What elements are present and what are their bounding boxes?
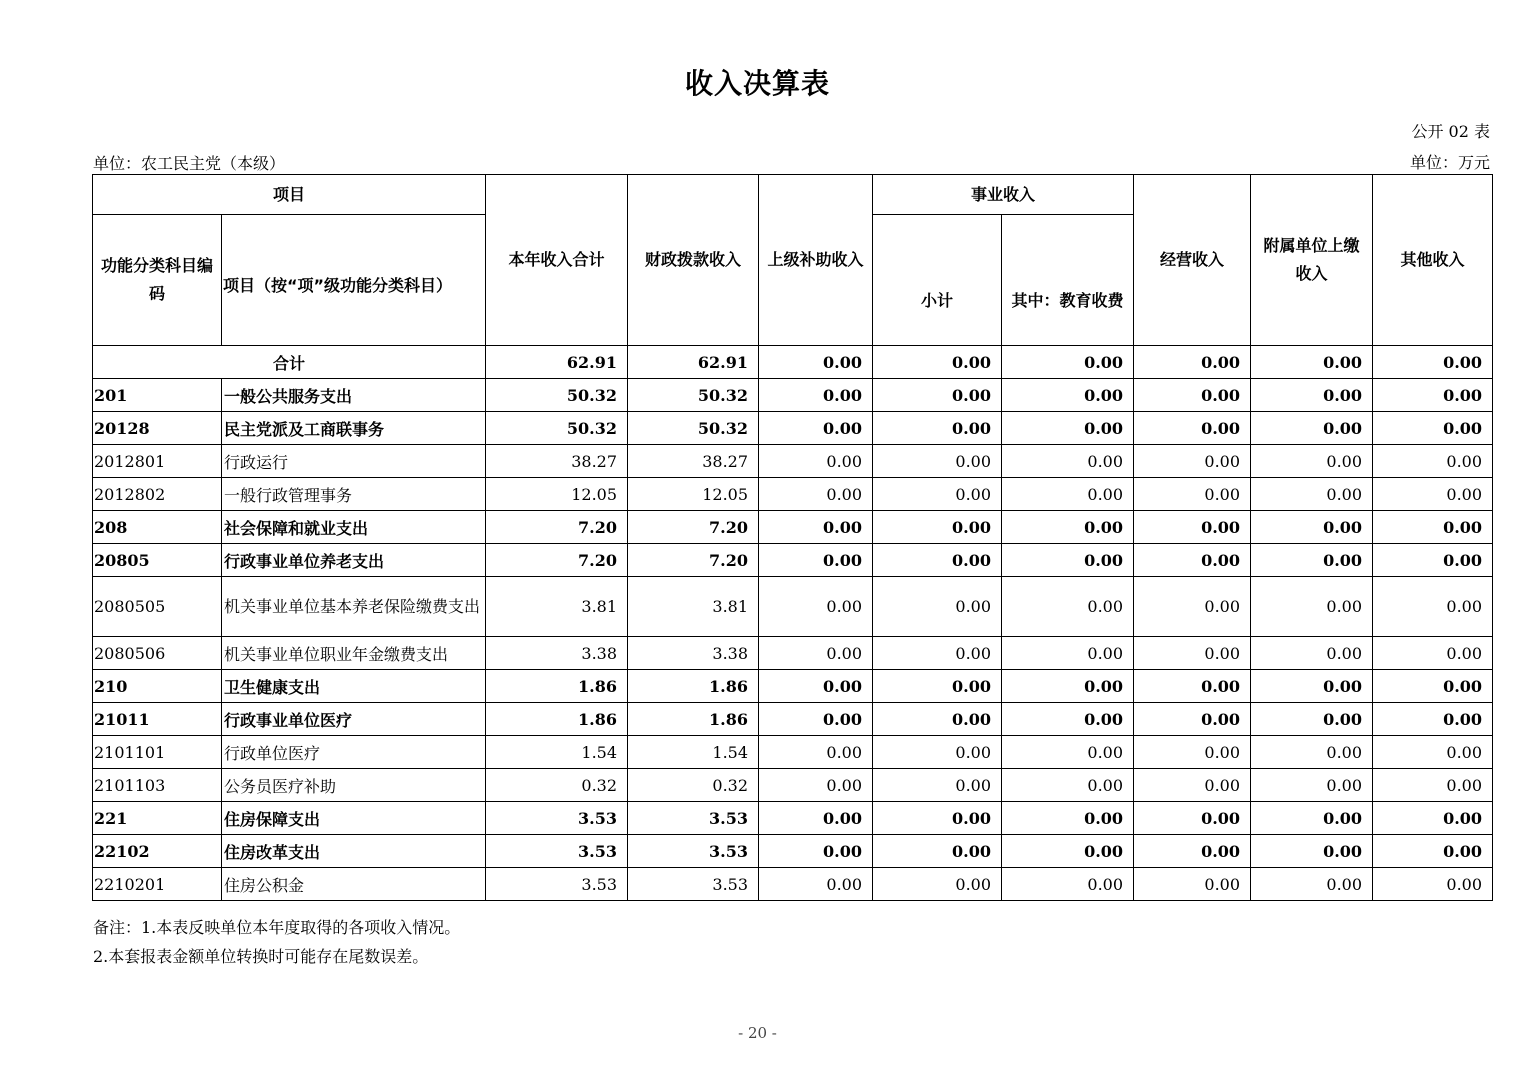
- row-code: 2080506: [93, 637, 222, 670]
- row-value: 50.32: [486, 379, 628, 412]
- table-row: [93, 577, 1493, 637]
- row-value: 0.00: [1134, 445, 1251, 478]
- row-value: 0.00: [1251, 412, 1373, 445]
- row-value: 0.00: [759, 703, 873, 736]
- row-value: 0.00: [873, 637, 1002, 670]
- row-value: 0.00: [1251, 703, 1373, 736]
- header-education: 其中：教育收费: [1002, 215, 1134, 346]
- table-row: [93, 868, 1493, 901]
- row-value: 1.86: [486, 670, 628, 703]
- row-value: 0.00: [1373, 478, 1493, 511]
- table-row: [93, 670, 1493, 703]
- row-value: 0.32: [486, 769, 628, 802]
- row-name: 住房公积金: [222, 868, 486, 901]
- table-row: [93, 769, 1493, 802]
- total-value: 0.00: [759, 346, 873, 379]
- table-row: [93, 637, 1493, 670]
- row-name: 社会保障和就业支出: [222, 511, 486, 544]
- row-value: 0.00: [759, 835, 873, 868]
- table-row: [93, 835, 1493, 868]
- row-value: 50.32: [628, 379, 759, 412]
- row-value: 0.00: [759, 802, 873, 835]
- row-value: 0.00: [1251, 835, 1373, 868]
- total-value: 0.00: [1373, 346, 1493, 379]
- row-value: 0.00: [873, 802, 1002, 835]
- row-code: 2101103: [93, 769, 222, 802]
- row-value: 0.00: [873, 478, 1002, 511]
- row-value: 0.00: [1002, 637, 1134, 670]
- total-label: 合计: [93, 346, 486, 379]
- row-value: 1.54: [486, 736, 628, 769]
- row-value: 0.00: [1134, 769, 1251, 802]
- row-value: 0.00: [759, 670, 873, 703]
- row-value: 0.00: [1002, 478, 1134, 511]
- row-value: 0.00: [1134, 511, 1251, 544]
- notes: [93, 913, 460, 971]
- row-value: 0.00: [873, 379, 1002, 412]
- row-value: 0.00: [1134, 412, 1251, 445]
- row-name: 卫生健康支出: [222, 670, 486, 703]
- table-row: [93, 478, 1493, 511]
- row-value: 12.05: [628, 478, 759, 511]
- row-name: 公务员医疗补助: [222, 769, 486, 802]
- row-value: 0.00: [873, 511, 1002, 544]
- row-value: 3.81: [486, 577, 628, 637]
- row-value: 0.00: [873, 736, 1002, 769]
- row-value: 0.00: [1134, 478, 1251, 511]
- total-value: 62.91: [486, 346, 628, 379]
- currency-unit: 单位：万元: [1409, 153, 1490, 172]
- table-row: [93, 544, 1493, 577]
- row-value: 0.00: [759, 544, 873, 577]
- row-value: 0.00: [873, 835, 1002, 868]
- row-name: 行政事业单位医疗: [222, 703, 486, 736]
- row-value: 0.00: [1002, 379, 1134, 412]
- row-value: 0.00: [1373, 769, 1493, 802]
- header-code: 功能分类科目编码: [93, 215, 222, 346]
- row-code: 21011: [93, 703, 222, 736]
- row-value: 0.00: [759, 511, 873, 544]
- row-value: 0.00: [1251, 478, 1373, 511]
- row-value: 0.00: [873, 868, 1002, 901]
- row-value: 0.00: [1251, 511, 1373, 544]
- row-value: 0.00: [759, 637, 873, 670]
- row-value: 0.00: [1373, 670, 1493, 703]
- row-value: 38.27: [628, 445, 759, 478]
- row-value: 0.00: [1251, 736, 1373, 769]
- row-code: 2012801: [93, 445, 222, 478]
- row-value: 0.00: [1373, 577, 1493, 637]
- total-row: [93, 346, 1493, 379]
- row-value: 0.00: [1373, 511, 1493, 544]
- row-code: 208: [93, 511, 222, 544]
- row-value: 0.00: [1373, 379, 1493, 412]
- row-value: 1.86: [486, 703, 628, 736]
- row-value: 0.00: [1134, 802, 1251, 835]
- header-total: 本年收入合计: [486, 175, 628, 346]
- row-value: 0.00: [1373, 736, 1493, 769]
- row-code: 20128: [93, 412, 222, 445]
- row-value: 0.00: [1373, 868, 1493, 901]
- header-name: 项目（按“项”级功能分类科目）: [222, 215, 486, 346]
- row-value: 0.00: [1002, 577, 1134, 637]
- row-value: 3.53: [628, 835, 759, 868]
- row-name: 行政单位医疗: [222, 736, 486, 769]
- row-value: 0.00: [1251, 445, 1373, 478]
- row-value: 0.00: [1002, 412, 1134, 445]
- row-value: 50.32: [628, 412, 759, 445]
- row-name: 机关事业单位职业年金缴费支出: [222, 637, 486, 670]
- table-row: [93, 379, 1493, 412]
- row-value: 0.00: [1134, 835, 1251, 868]
- row-value: 3.53: [628, 802, 759, 835]
- row-value: 0.00: [1251, 379, 1373, 412]
- reporting-unit: 单位：农工民主党（本级）: [93, 154, 286, 173]
- row-value: 0.00: [1251, 769, 1373, 802]
- row-value: 1.54: [628, 736, 759, 769]
- row-value: 0.00: [873, 544, 1002, 577]
- row-value: 7.20: [628, 544, 759, 577]
- row-value: 1.86: [628, 670, 759, 703]
- note-line: 2.本套报表金额单位转换时可能存在尾数误差。: [93, 947, 429, 966]
- row-code: 2210201: [93, 868, 222, 901]
- row-value: 3.53: [486, 802, 628, 835]
- row-value: 0.00: [1002, 802, 1134, 835]
- table-row: [93, 802, 1493, 835]
- row-value: 3.81: [628, 577, 759, 637]
- row-value: 3.38: [486, 637, 628, 670]
- row-code: 2101101: [93, 736, 222, 769]
- row-value: 3.38: [628, 637, 759, 670]
- row-value: 0.00: [1251, 802, 1373, 835]
- row-value: 3.53: [628, 868, 759, 901]
- row-value: 0.00: [1002, 835, 1134, 868]
- row-value: 0.00: [873, 769, 1002, 802]
- row-value: 0.00: [1373, 637, 1493, 670]
- row-name: 行政事业单位养老支出: [222, 544, 486, 577]
- total-value: 0.00: [1002, 346, 1134, 379]
- row-value: 0.00: [1002, 703, 1134, 736]
- row-value: 0.00: [873, 445, 1002, 478]
- row-value: 0.00: [1002, 868, 1134, 901]
- row-value: 0.00: [759, 445, 873, 478]
- row-name: 行政运行: [222, 445, 486, 478]
- row-value: 0.00: [1373, 445, 1493, 478]
- row-value: 0.00: [1134, 670, 1251, 703]
- row-value: 0.00: [1373, 703, 1493, 736]
- table-row: [93, 703, 1493, 736]
- row-value: 0.00: [873, 670, 1002, 703]
- header-operating: 经营收入: [1134, 175, 1251, 346]
- row-value: 3.53: [486, 868, 628, 901]
- note-line: 备注：1.本表反映单位本年度取得的各项收入情况。: [93, 918, 461, 937]
- row-value: 0.00: [759, 769, 873, 802]
- row-value: 0.00: [1134, 637, 1251, 670]
- row-value: 3.53: [486, 835, 628, 868]
- row-code: 22102: [93, 835, 222, 868]
- row-value: 0.00: [1251, 670, 1373, 703]
- table-row: [93, 445, 1493, 478]
- row-value: 0.00: [1134, 868, 1251, 901]
- row-value: 0.00: [759, 379, 873, 412]
- row-name: 住房保障支出: [222, 802, 486, 835]
- header-business-group: 事业收入: [873, 175, 1134, 215]
- row-name: 一般行政管理事务: [222, 478, 486, 511]
- row-name: 民主党派及工商联事务: [222, 412, 486, 445]
- row-value: 0.00: [1251, 868, 1373, 901]
- row-value: 0.00: [1134, 736, 1251, 769]
- row-value: 0.00: [1134, 379, 1251, 412]
- row-value: 0.00: [1373, 412, 1493, 445]
- row-value: 0.00: [873, 412, 1002, 445]
- row-value: 0.00: [759, 478, 873, 511]
- row-code: 2012802: [93, 478, 222, 511]
- header-fiscal: 财政拨款收入: [628, 175, 759, 346]
- row-code: 221: [93, 802, 222, 835]
- row-value: 0.00: [1251, 577, 1373, 637]
- row-value: 0.00: [1002, 445, 1134, 478]
- row-code: 20805: [93, 544, 222, 577]
- row-code: 2080505: [93, 577, 222, 637]
- row-value: 7.20: [628, 511, 759, 544]
- income-table: [92, 174, 1493, 901]
- page-number: - 20 -: [738, 1024, 777, 1042]
- row-value: 0.00: [1002, 769, 1134, 802]
- row-value: 7.20: [486, 544, 628, 577]
- row-name: 机关事业单位基本养老保险缴费支出: [222, 577, 486, 637]
- table-row: [93, 412, 1493, 445]
- row-value: 38.27: [486, 445, 628, 478]
- table-row: [93, 511, 1493, 544]
- row-value: 0.00: [1373, 802, 1493, 835]
- row-value: 0.00: [1002, 736, 1134, 769]
- row-value: 0.00: [1002, 670, 1134, 703]
- row-code: 201: [93, 379, 222, 412]
- row-value: 1.86: [628, 703, 759, 736]
- table-row: [93, 736, 1493, 769]
- row-value: 0.00: [1002, 544, 1134, 577]
- total-value: 62.91: [628, 346, 759, 379]
- form-number: 公开 02 表: [1411, 122, 1490, 141]
- row-value: 0.00: [1373, 544, 1493, 577]
- row-value: 0.00: [759, 412, 873, 445]
- row-value: 0.32: [628, 769, 759, 802]
- row-value: 0.00: [1134, 544, 1251, 577]
- row-code: 210: [93, 670, 222, 703]
- row-value: 12.05: [486, 478, 628, 511]
- page-title: 收入决算表: [684, 67, 830, 100]
- row-value: 0.00: [1373, 835, 1493, 868]
- row-name: 一般公共服务支出: [222, 379, 486, 412]
- total-value: 0.00: [873, 346, 1002, 379]
- total-value: 0.00: [1134, 346, 1251, 379]
- row-value: 0.00: [1251, 637, 1373, 670]
- header-superior: 上级补助收入: [759, 175, 873, 346]
- row-value: 7.20: [486, 511, 628, 544]
- row-value: 0.00: [873, 703, 1002, 736]
- header-subtotal: 小计: [873, 215, 1002, 346]
- row-value: 0.00: [759, 577, 873, 637]
- row-value: 0.00: [1251, 544, 1373, 577]
- row-name: 住房改革支出: [222, 835, 486, 868]
- row-value: 0.00: [1134, 577, 1251, 637]
- header-other: 其他收入: [1373, 175, 1493, 346]
- row-value: 0.00: [759, 736, 873, 769]
- total-value: 0.00: [1251, 346, 1373, 379]
- header-affiliated: 附属单位上缴收入: [1251, 175, 1373, 346]
- row-value: 0.00: [759, 868, 873, 901]
- row-value: 50.32: [486, 412, 628, 445]
- row-value: 0.00: [1134, 703, 1251, 736]
- row-value: 0.00: [1002, 511, 1134, 544]
- header-project-group: 项目: [93, 175, 486, 215]
- row-value: 0.00: [873, 577, 1002, 637]
